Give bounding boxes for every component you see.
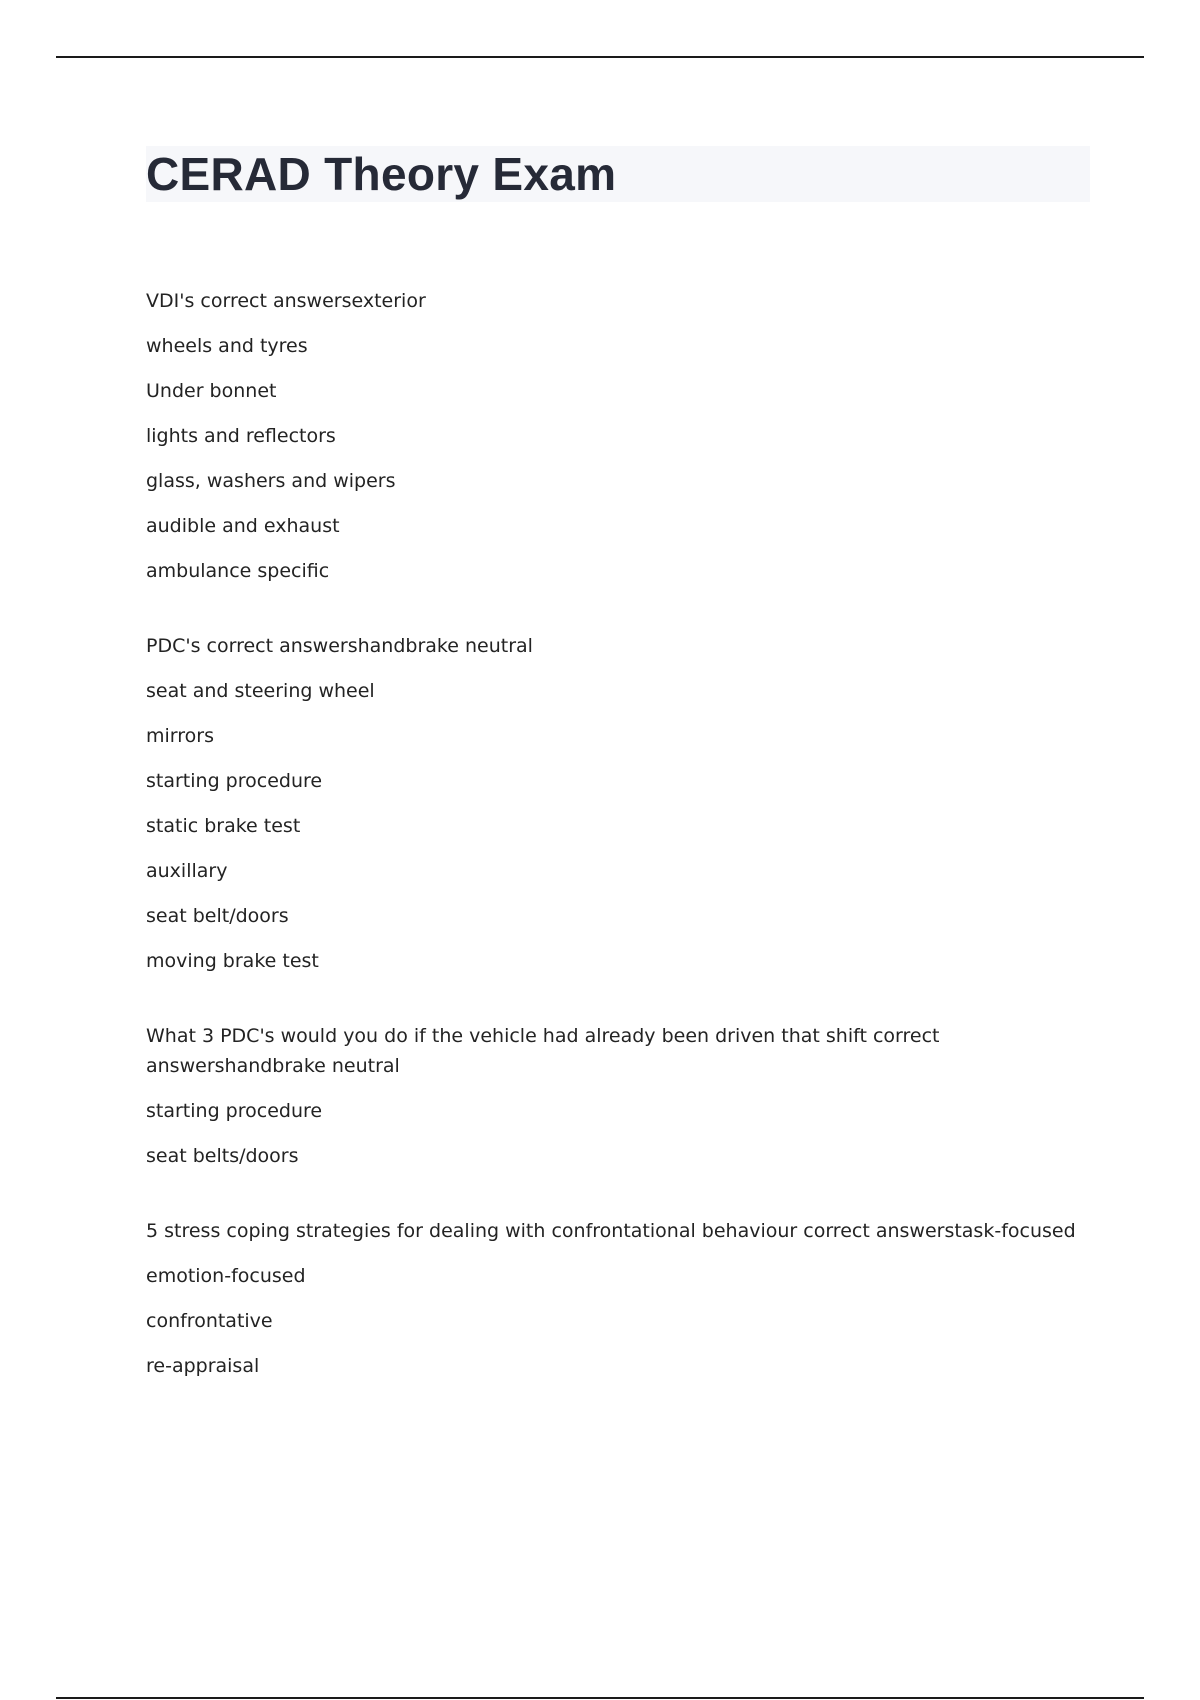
- qa-section-three-pdcs: [146, 1021, 1090, 1171]
- answer-line: starting procedure: [146, 1100, 323, 1122]
- answer-line: glass, washers and wipers: [146, 470, 396, 492]
- qa-section-pdc: [146, 631, 1090, 976]
- answer-line: mirrors: [146, 725, 214, 747]
- answer-line: auxillary: [146, 860, 228, 882]
- question-line: What 3 PDC's would you do if the vehicle had already been driven that shift correct answershandbrake neutral: [146, 1025, 940, 1077]
- qa-section-vdi: [146, 286, 1090, 586]
- bottom-rule: [56, 1697, 1144, 1699]
- answer-line: emotion-focused: [146, 1265, 306, 1287]
- document-body: [146, 146, 1090, 1426]
- qa-section-stress-coping: [146, 1216, 1090, 1381]
- title-band: [146, 146, 1090, 202]
- answer-line: seat belts/doors: [146, 1145, 299, 1167]
- answer-line: re-appraisal: [146, 1355, 260, 1377]
- answer-line: lights and reflectors: [146, 425, 336, 447]
- answer-line: Under bonnet: [146, 380, 277, 402]
- question-line: VDI's correct answersexterior: [146, 290, 426, 312]
- answer-line: confrontative: [146, 1310, 273, 1332]
- answer-line: seat and steering wheel: [146, 680, 375, 702]
- answer-line: ambulance specific: [146, 560, 330, 582]
- page-title: CERAD Theory Exam: [146, 148, 617, 200]
- answer-line: starting procedure: [146, 770, 323, 792]
- question-line: PDC's correct answershandbrake neutral: [146, 635, 533, 657]
- answer-line: static brake test: [146, 815, 301, 837]
- answer-line: wheels and tyres: [146, 335, 308, 357]
- question-line: 5 stress coping strategies for dealing with confrontational behaviour correct answerstask-focused: [146, 1220, 1076, 1242]
- answer-line: audible and exhaust: [146, 515, 340, 537]
- answer-line: moving brake test: [146, 950, 319, 972]
- top-rule: [56, 56, 1144, 58]
- answer-line: seat belt/doors: [146, 905, 289, 927]
